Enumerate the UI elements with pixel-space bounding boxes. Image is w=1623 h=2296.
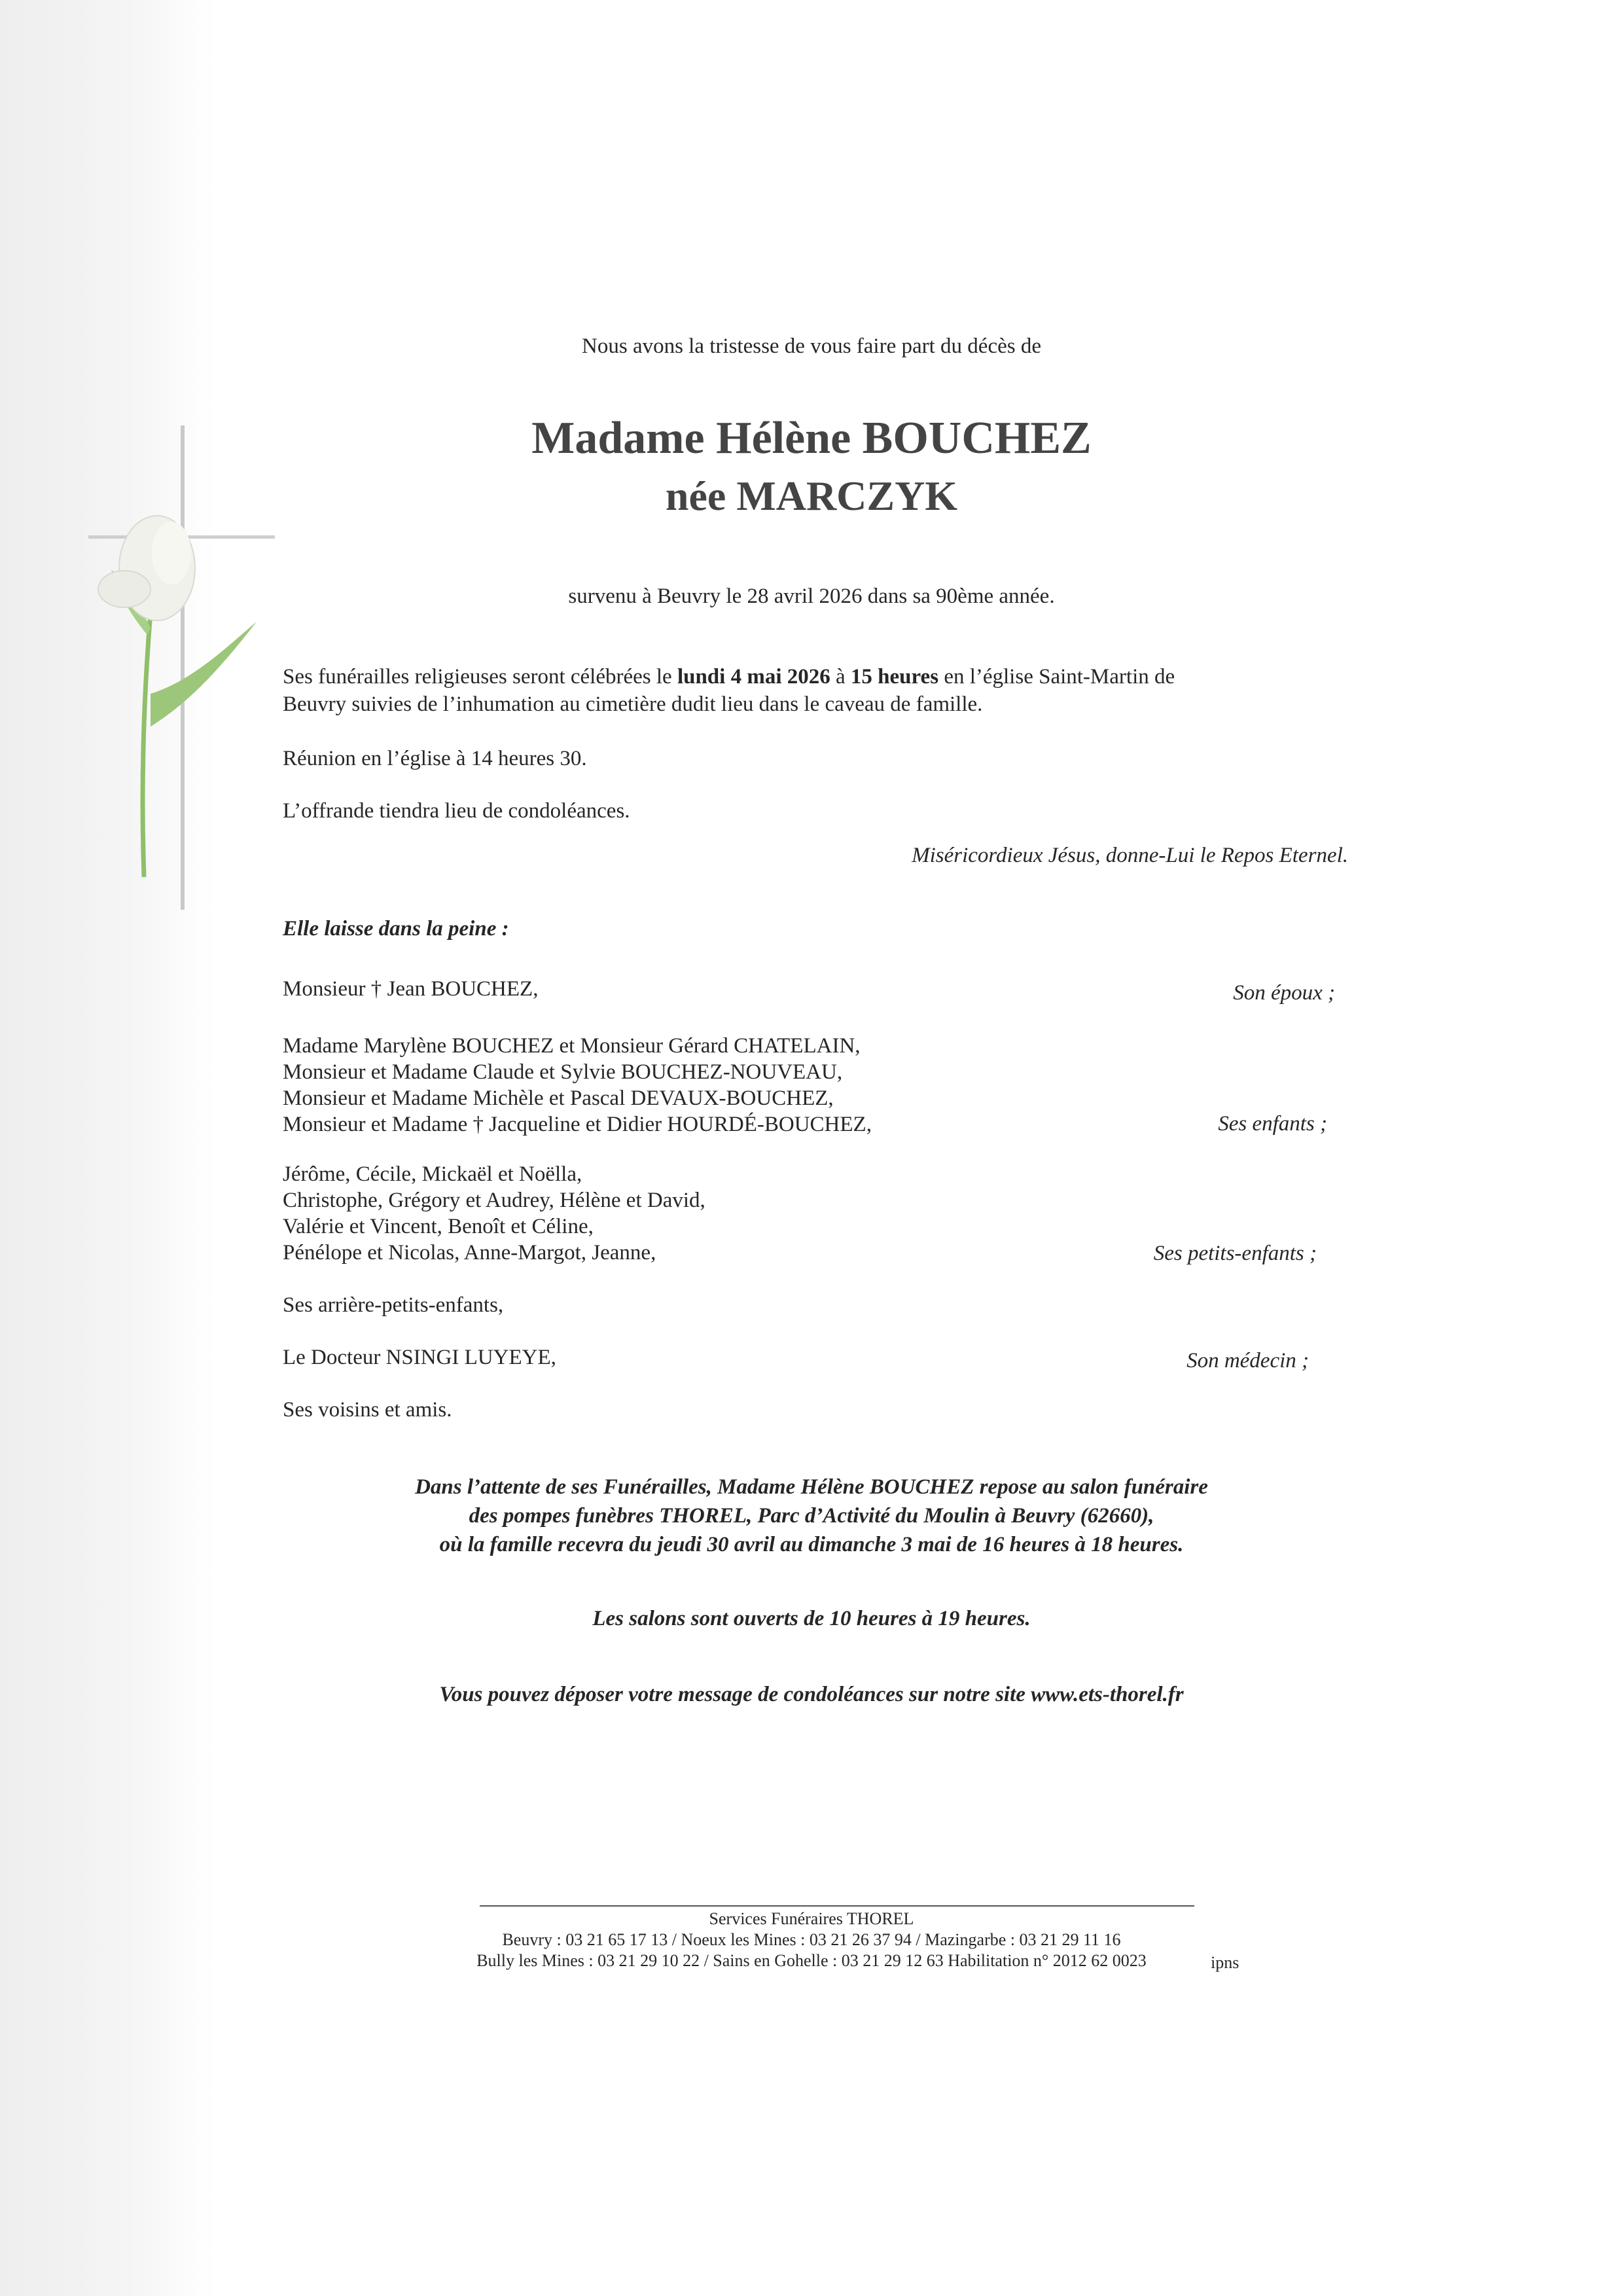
deceased-name: Madame Hélène BOUCHEZ bbox=[531, 413, 1092, 463]
role-spouse: Son époux ; bbox=[1233, 981, 1335, 1005]
family-neighbors: Ses voisins et amis. bbox=[283, 1398, 452, 1422]
leaves-heading: Elle laisse dans la peine : bbox=[283, 917, 509, 941]
role-doctor: Son médecin ; bbox=[1186, 1349, 1309, 1372]
family-doctor: Le Docteur NSINGI LUYEYE, bbox=[283, 1346, 556, 1369]
offrande-text: L’offrande tiendra lieu de condoléances. bbox=[283, 799, 630, 823]
footer-line-1: Beuvry : 03 21 65 17 13 / Noeux les Mines : 03 21 26 37 94 / Mazingarbe : 03 21 29 11 16 bbox=[502, 1930, 1121, 1949]
role-children: Ses enfants ; bbox=[1218, 1112, 1327, 1136]
footer-divider bbox=[480, 1905, 1194, 1907]
family-children: Madame Marylène BOUCHEZ et Monsieur Gérard CHATELAIN, Monsieur et Madame Claude et Sylvie BOUCHEZ-NOUVEAU, Monsieur et Madame Michèle et Pascal DEVAUX-BOUCHEZ, Monsieur et Madame † Jacqueline et Didier HOURDÉ-BOUCHEZ, bbox=[283, 1034, 872, 1136]
family-spouse: Monsieur † Jean BOUCHEZ, bbox=[283, 977, 539, 1001]
funeral-details: Ses funérailles religieuses seront célébrées le lundi 4 mai 2026 à 15 heures en l’église Saint-Martin de Beuvry suivies de l’inhumation au cimetière dudit lieu dans le caveau de famille. bbox=[283, 665, 1175, 716]
footer-line-2: Bully les Mines : 03 21 29 10 22 / Sains en Gohelle : 03 21 29 12 63 Habilitation n° 2012 62 0023 bbox=[476, 1951, 1147, 1970]
website-notice: Vous pouvez déposer votre message de condoléances sur notre site www.ets-thorel.fr bbox=[439, 1683, 1184, 1706]
salons-hours: Les salons sont ouverts de 10 heures à 19 heures. bbox=[592, 1607, 1031, 1630]
maiden-name: née MARCZYK bbox=[665, 473, 958, 519]
intro-text: Nous avons la tristesse de vous faire part du décès de bbox=[582, 334, 1041, 358]
family-grandchildren: Jérôme, Cécile, Mickaël et Noëlla, Christophe, Grégory et Audrey, Hélène et David, Valérie et Vincent, Benoît et Céline, Pénélope et Nicolas, Anne-Margot, Jeanne, bbox=[283, 1162, 705, 1265]
footer-tag: ipns bbox=[1211, 1953, 1240, 1972]
death-announcement: survenu à Beuvry le 28 avril 2026 dans sa 90ème année. bbox=[568, 584, 1055, 608]
role-grandchildren: Ses petits-enfants ; bbox=[1153, 1242, 1317, 1265]
rest-notice: Dans l’attente de ses Funérailles, Madame Hélène BOUCHEZ repose au salon funéraire des pompes funèbres THOREL, Parc d’Activité du Moulin à Beuvry (62660), où la famille recevra du jeudi 30 avril au dimanche 3 mai de 16 heures à 18 heures. bbox=[415, 1475, 1208, 1556]
family-great-grandchildren: Ses arrière-petits-enfants, bbox=[283, 1293, 504, 1317]
prayer-text: Miséricordieux Jésus, donne-Lui le Repos Eternel. bbox=[912, 844, 1348, 867]
reunion-text: Réunion en l’église à 14 heures 30. bbox=[283, 747, 587, 770]
footer-company: Services Funéraires THOREL bbox=[709, 1909, 914, 1928]
